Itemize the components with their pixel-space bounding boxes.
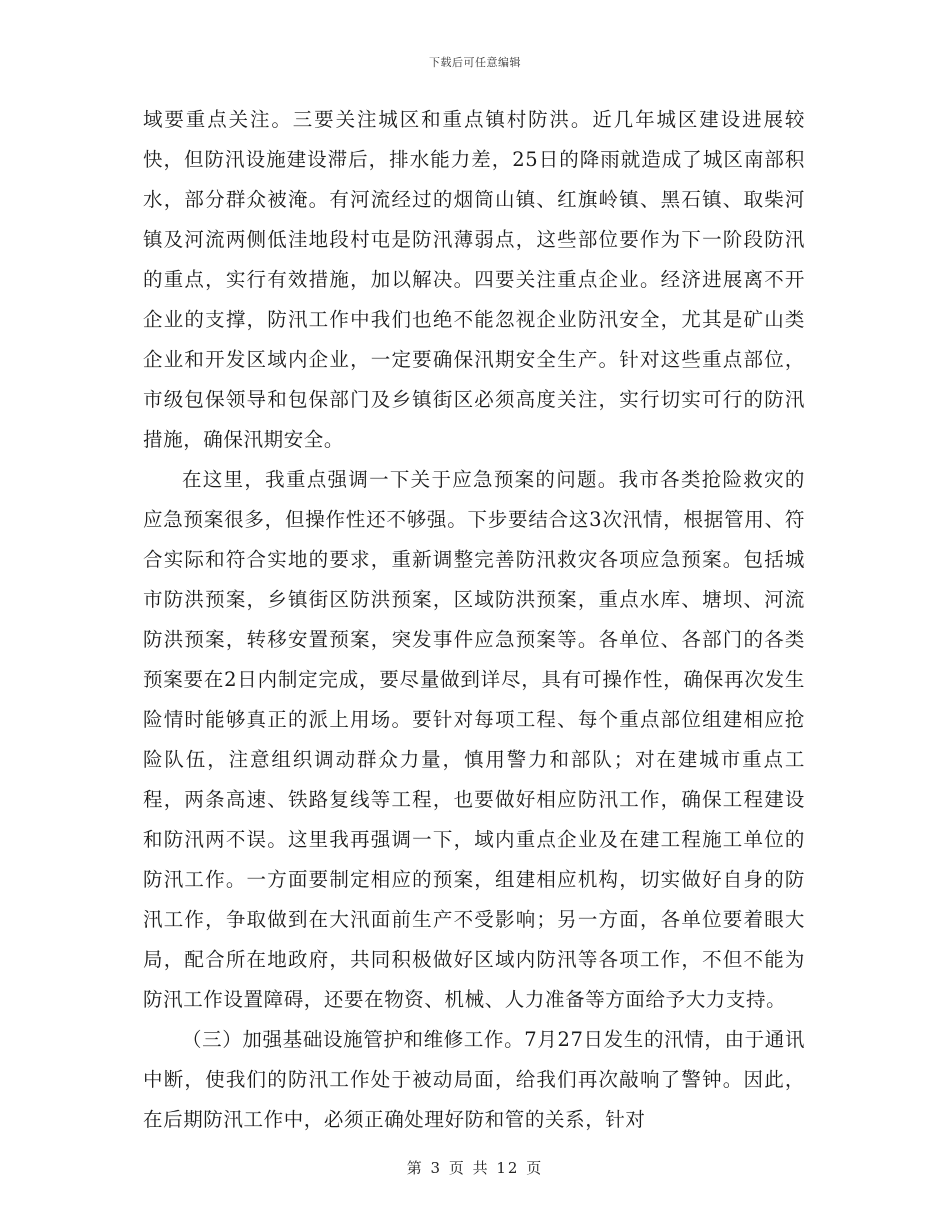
page-number: 第 3 页 共 12 页	[406, 1159, 544, 1177]
paragraph-2: 在这里，我重点强调一下关于应急预案的问题。我市各类抢险救灾的应急预案很多，但操作性还不够强。下步要结合这3次汛情，根据管用、符合实际和符合实地的要求，重新调整完善防汛救灾各项应急预案。包括城市防洪预案，乡镇街区防洪预案，区域防洪预案，重点水库、塘坝、河流防洪预案，转移安置预案，突发事件应急预案等。各单位、各部门的各类预案要在2日内制定完成，要尽量做到详尽，具有可操作性，确保再次发生险情时能够真正的派上用场。要针对每项工程、每个重点部位组建相应抢险队伍，注意组织调动群众力量，慎用警力和部队；对在建城市重点工程，两条高速、铁路复线等工程，也要做好相应防汛工作，确保工程建设和防汛两不误。这里我再强调一下，域内重点企业及在建工程施工单位的防汛工作。一方面要制定相应的预案，组建相应机构，切实做好自身的防汛工作，争取做到在大汛面前生产不受影响；另一方面，各单位要着眼大局，配合所在地政府，共同积极做好区域内防汛等各项工作，不但不能为防汛工作设置障碍，还要在物资、机械、人力准备等方面给予大力支持。	[143, 468, 805, 1011]
document-body	[143, 100, 805, 1140]
paragraph-1: 域要重点关注。三要关注城区和重点镇村防洪。近几年城区建设进展较快，但防汛设施建设滞后，排水能力差，25日的降雨就造成了城区南部积水，部分群众被淹。有河流经过的烟筒山镇、红旗岭镇、黑石镇、取柴河镇及河流两侧低洼地段村屯是防汛薄弱点，这些部位要作为下一阶段防汛的重点，实行有效措施，加以解决。四要关注重点企业。经济进展离不开企业的支撑，防汛工作中我们也绝不能忽视企业防汛安全，尤其是矿山类企业和开发区域内企业，一定要确保汛期安全生产。针对这些重点部位，市级包保领导和包保部门及乡镇街区必须高度关注，实行切实可行的防汛措施，确保汛期安全。	[143, 108, 805, 451]
header-note: 下载后可任意编辑	[429, 56, 521, 69]
paragraph-3: （三）加强基础设施管护和维修工作。7月27日发生的汛情，由于通讯中断，使我们的防汛工作处于被动局面，给我们再次敲响了警钟。因此，在后期防汛工作中，必须正确处理好防和管的关系，针对	[143, 1028, 805, 1131]
